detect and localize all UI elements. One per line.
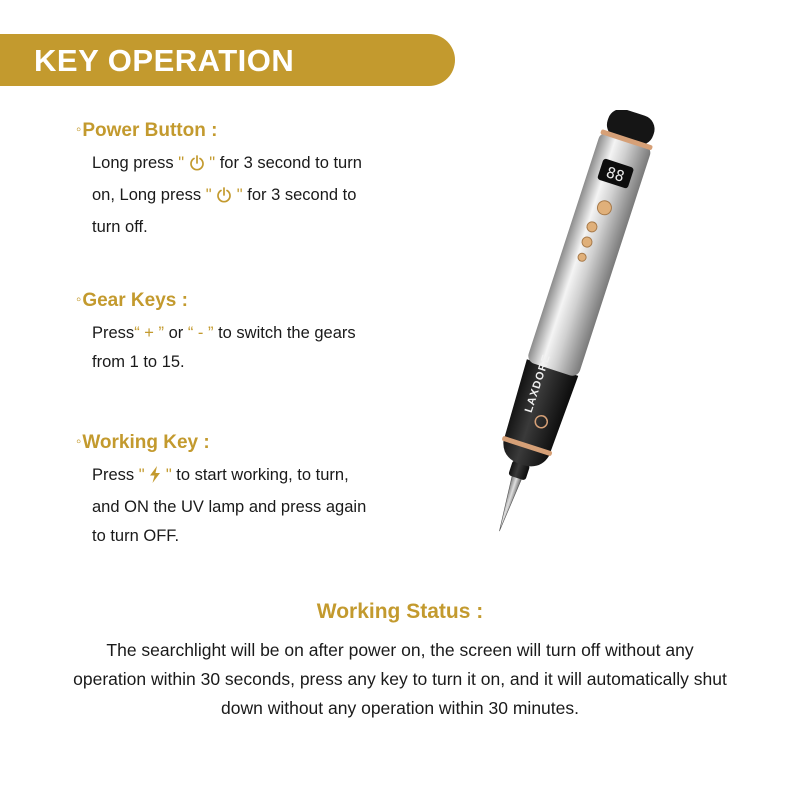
gear-keys-title: Gear Keys : <box>82 290 188 311</box>
gear-keys-section <box>76 288 376 377</box>
power-button-heading <box>76 118 376 145</box>
power-button-description <box>92 149 376 242</box>
power-text-3: for 3 second to turn off. <box>92 186 357 236</box>
quote-open: " <box>138 466 145 484</box>
needle-tip <box>495 475 522 532</box>
power-button-section <box>76 118 376 242</box>
working-text-2: to start working, to turn, and ON the UV lamp and press again to turn OFF. <box>92 466 367 545</box>
lightning-icon <box>149 464 161 493</box>
working-status-description: The searchlight will be on after power on, the screen will turn off without any operation within 30 seconds, press any key to turn it on, and it will automatically shut down without any operation within 30 minutes. <box>73 640 727 718</box>
brand-logo-text: LAXDORE <box>522 352 554 415</box>
quote-open: " <box>178 154 185 172</box>
quote-close: " <box>236 186 243 204</box>
working-key-description <box>92 461 376 551</box>
power-icon <box>189 152 205 181</box>
power-text-1: Long press <box>92 154 179 172</box>
plus-key-label: “ + ” <box>134 324 164 342</box>
header-banner <box>0 34 455 86</box>
gear-text-2: to switch the gears from 1 to 15. <box>92 324 356 371</box>
quote-close: " <box>209 154 216 172</box>
power-button-title: Power Button : <box>82 120 218 141</box>
quote-close: " <box>165 466 172 484</box>
working-text-1: Press <box>92 466 139 484</box>
gear-or: or <box>163 324 188 342</box>
working-key-title: Working Key : <box>82 432 210 453</box>
gear-keys-heading <box>76 288 376 315</box>
gear-keys-description <box>92 319 376 377</box>
minus-key-label: “ - ” <box>187 324 214 342</box>
power-text-2: for 3 second to turn on, Long press <box>92 154 362 204</box>
bullet: ◦ <box>76 291 82 308</box>
quote-open: " <box>205 186 212 204</box>
display-digits: 88 <box>603 163 627 186</box>
working-key-heading <box>76 430 376 457</box>
silver-body <box>526 131 652 378</box>
bullet: ◦ <box>76 433 82 450</box>
bullet: ◦ <box>76 121 82 138</box>
power-icon <box>216 184 232 213</box>
pen-device-image <box>440 110 700 550</box>
gear-text-1: Press <box>92 324 135 342</box>
working-status-heading: Working Status : <box>316 600 484 623</box>
page-title: KEY OPERATION <box>34 43 295 78</box>
working-key-section <box>76 430 376 551</box>
